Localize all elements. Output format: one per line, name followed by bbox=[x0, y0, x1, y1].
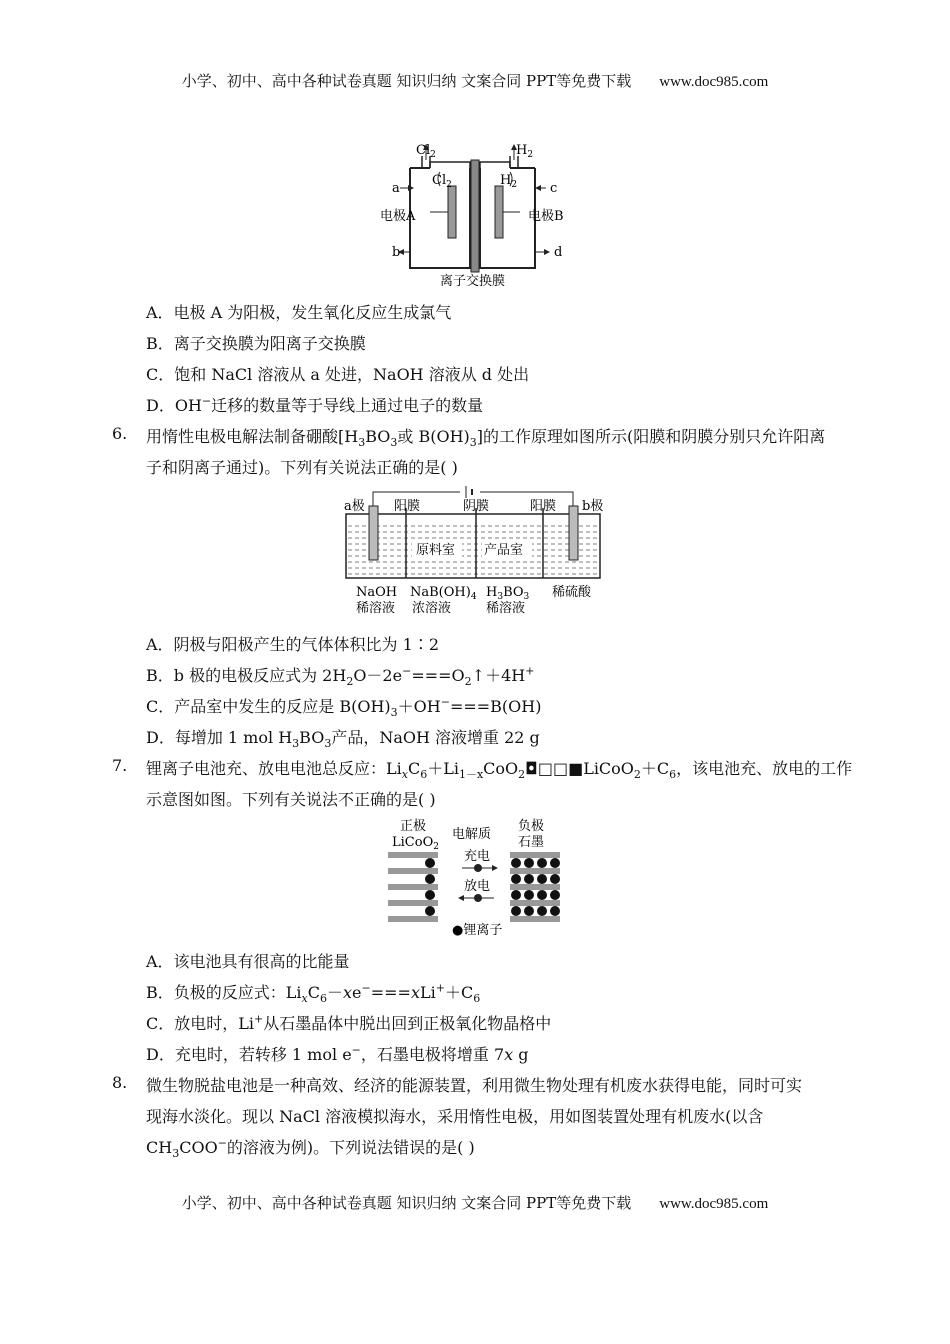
q7-option-c: C．放电时，Li+从石墨晶体中脱出回到正极氧化物晶格中 bbox=[146, 1012, 552, 1033]
fig2-label-dilute-1: 稀溶液 bbox=[356, 601, 396, 616]
figure-lithium-battery bbox=[386, 814, 566, 938]
figure-electrolysis-cell bbox=[370, 138, 580, 290]
fig2-membrane-1: 阳膜 bbox=[394, 499, 421, 514]
fig3-legend: ●锂离子 bbox=[452, 923, 503, 938]
fig2-membrane-2: 阴膜 bbox=[463, 499, 490, 514]
fig1-label-c: c bbox=[550, 181, 558, 196]
fig1-cl2-top: $Cl_2$ bbox=[416, 143, 436, 160]
fig1-caption: 离子交换膜 bbox=[440, 274, 506, 289]
fig3-negative: 负极 bbox=[518, 819, 545, 834]
header-text: 小学、初中、高中各种试卷真题 知识归纳 文案合同 PPT等免费下载 bbox=[181, 72, 632, 90]
q6-option-c: C．产品室中发生的反应是 $B(OH)_3+OH^-===B(OH)$ bbox=[146, 695, 542, 720]
q5-option-c: C．饱和 NaCl 溶液从 a 处进，NaOH 溶液从 d 处出 bbox=[146, 365, 530, 384]
q5-option-d: D．OH−迁移的数量等于导线上通过电子的数量 bbox=[146, 394, 484, 415]
page-header bbox=[0, 70, 950, 91]
fig3-electrolyte: 电解质 bbox=[452, 827, 492, 842]
q7-option-b: B．负极的反应式：$Li_xC_6-xe^-===xLi^++C_6$ bbox=[146, 981, 481, 1006]
q8-number: 8. bbox=[112, 1073, 128, 1092]
q6-option-a: A．阴极与阳极产生的气体体积比为 1∶2 bbox=[146, 635, 440, 654]
q8-stem-line1: 微生物脱盐电池是一种高效、经济的能源装置，利用微生物处理有机废水获得电能，同时可实 bbox=[146, 1076, 803, 1095]
fig2-room-product: 产品室 bbox=[484, 543, 524, 558]
q5-option-a: A．电极 A 为阳极，发生氧化反应生成氯气 bbox=[146, 303, 452, 322]
fig2-b-pole: b极 bbox=[582, 499, 604, 514]
q6-stem-line1: 用惰性电极电解法制备硼酸[$H_3BO_3$或 $B(OH)_3$]的工作原理如图所示(阳膜和阴膜分别只允许阳离 bbox=[146, 427, 826, 450]
fig3-charge: 充电 bbox=[464, 849, 491, 864]
fig2-label-concentrated: 浓溶液 bbox=[412, 601, 452, 616]
fig1-h2-inner: $H_2$ bbox=[500, 173, 518, 190]
fig1-electrode-a: 电极A bbox=[380, 209, 416, 224]
fig1-electrode-b: 电极B bbox=[528, 209, 564, 224]
fig1-label-a: a bbox=[392, 181, 400, 196]
fig1-label-d: d bbox=[554, 245, 563, 260]
q6-option-b: B．b 极的电极反应式为 $2H_2O-2e^-===O_2↑+4H^+$ bbox=[146, 664, 535, 689]
q7-option-d: D．充电时，若转移 1 mol e−，石墨电极将增重 7x g bbox=[146, 1043, 529, 1064]
fig3-positive: 正极 bbox=[400, 819, 427, 834]
q8-stem-line3: $CH_3COO^-$的溶液为例)。下列说法错误的是( ) bbox=[146, 1136, 475, 1161]
q7-stem-line2: 示意图如图。下列有关说法不正确的是( ) bbox=[146, 790, 436, 809]
fig1-h2-top: $H_2$ bbox=[516, 143, 534, 160]
fig1-cl2-inner: $Cl_2$ bbox=[432, 173, 452, 190]
fig3-discharge: 放电 bbox=[464, 879, 491, 894]
q8-stem-line2: 现海水淡化。现以 NaCl 溶液模拟海水，采用惰性电极，用如图装置处理有机废水(以含 bbox=[146, 1107, 764, 1126]
q6-option-d: D．每增加 1 mol $H_3BO_3$产品，NaOH 溶液增重 22 g bbox=[146, 728, 540, 751]
fig1-label-b: b bbox=[392, 245, 401, 260]
fig2-room-raw: 原料室 bbox=[416, 543, 456, 558]
fig2-label-h3bo3: $H_3BO_3$ bbox=[486, 585, 530, 602]
q6-number: 6. bbox=[112, 424, 128, 443]
page-footer bbox=[0, 1192, 950, 1213]
figure-boric-acid-electrolysis bbox=[340, 484, 610, 624]
fig2-label-nab: $NaB(OH)_4$ bbox=[410, 585, 477, 602]
fig2-membrane-3: 阳膜 bbox=[530, 499, 557, 514]
fig2-a-pole: a极 bbox=[344, 499, 365, 514]
fig2-label-dilute-2: 稀溶液 bbox=[486, 601, 526, 616]
q7-number: 7. bbox=[112, 756, 128, 775]
q7-option-a: A．该电池具有很高的比能量 bbox=[146, 952, 350, 971]
fig3-licoo2: LiCoO$_2$ bbox=[392, 835, 439, 852]
q6-stem-line2: 子和阴离子通过)。下列有关说法正确的是( ) bbox=[146, 458, 458, 477]
fig3-graphite: 石墨 bbox=[518, 835, 545, 850]
fig2-label-naoh: NaOH bbox=[356, 585, 398, 600]
footer-site: www.doc985.com bbox=[659, 1196, 769, 1212]
q7-stem-line1: 锂离子电池充、放电电池总反应：$Li_xC_6+Li_{1-x}CoO_2◘□□■LiCoO_2+C_6$，该电池充、放电的工作 bbox=[146, 759, 853, 782]
q5-option-b: B．离子交换膜为阳离子交换膜 bbox=[146, 334, 366, 353]
fig2-label-h2so4: 稀硫酸 bbox=[552, 585, 592, 600]
footer-text: 小学、初中、高中各种试卷真题 知识归纳 文案合同 PPT等免费下载 bbox=[181, 1194, 632, 1212]
header-site: www.doc985.com bbox=[659, 74, 769, 90]
